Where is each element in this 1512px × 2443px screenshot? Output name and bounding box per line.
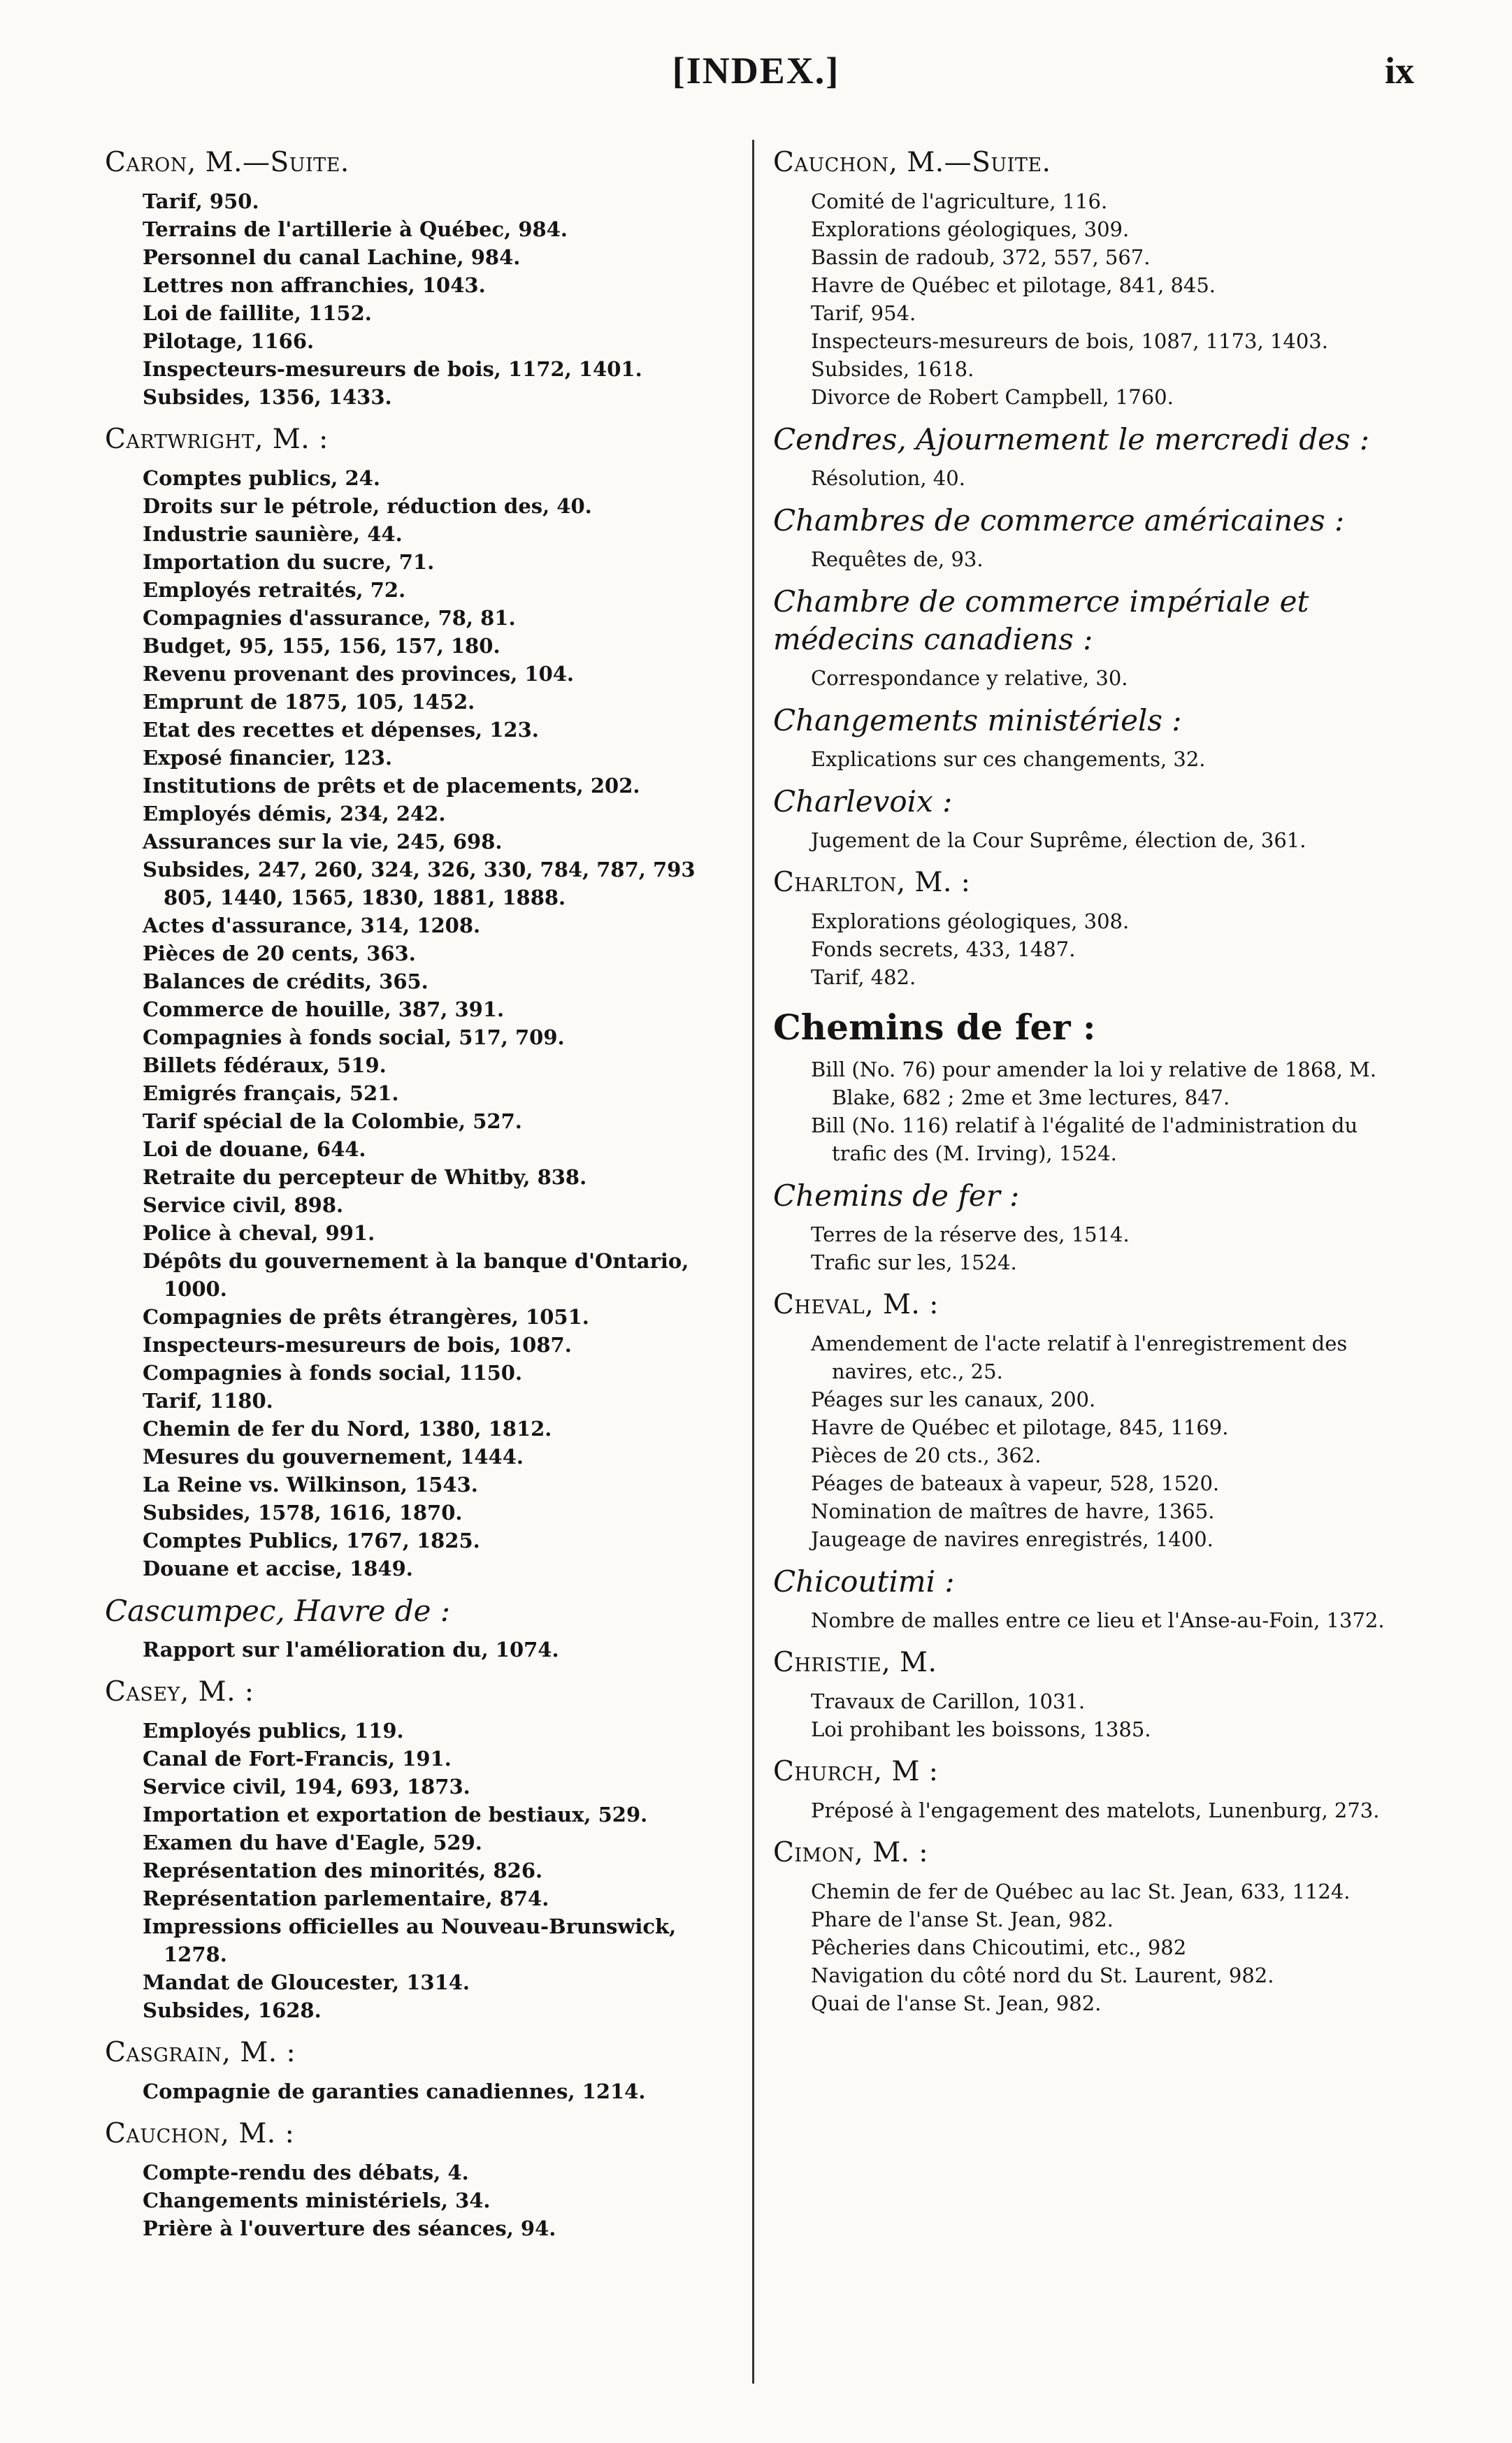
index-entry: Service civil, 194, 693, 1873. (143, 1775, 470, 1799)
index-entry: Importation et exportation de bestiaux, 529. (143, 1803, 648, 1826)
index-entry: Phare de l'anse St. Jean, 982. (811, 1908, 1114, 1931)
index-section (773, 1644, 1416, 1743)
index-entry: Compagnie de garanties canadiennes, 1214. (143, 2080, 646, 2103)
index-section (773, 1834, 1416, 2017)
index-heading: Christie, M. (773, 1647, 937, 1678)
index-heading: Cendres, Ajournement le mercredi des : (773, 422, 1370, 456)
index-entry: Institutions de prêts et de placements, 202. (143, 774, 640, 798)
index-entry: Jugement de la Cour Suprême, élection de, 361. (811, 828, 1306, 852)
index-entry: Loi de douane, 644. (143, 1137, 366, 1161)
index-entry: Représentation des minorités, 826. (143, 1859, 543, 1882)
index-entry: Balances de crédits, 365. (143, 970, 429, 993)
index-entry: Billets fédéraux, 519. (143, 1053, 387, 1077)
index-entry: Employés retraités, 72. (143, 578, 406, 602)
index-entry: Représentation parlementaire, 874. (143, 1887, 549, 1910)
left-column (105, 140, 734, 2252)
index-entry: Droits sur le pétrole, réduction des, 40. (143, 494, 592, 518)
index-heading: Charlevoix : (773, 784, 953, 819)
index-entry: Retraite du percepteur de Whitby, 838. (143, 1165, 587, 1189)
index-section (773, 1177, 1416, 1276)
index-entry: Subsides, 247, 260, 324, 326, 330, 784, 787, 793 805, 1440, 1565, 1830, 1881, 1888. (143, 858, 696, 909)
index-entry: Examen du have d'Eagle, 529. (143, 1831, 482, 1854)
index-entry: Importation du sucre, 71. (143, 550, 435, 574)
index-entry: Subsides, 1618. (811, 357, 974, 381)
page-title: [INDEX.] (672, 50, 840, 92)
index-entry: Inspecteurs-mesureurs de bois, 1087, 1173, 1403. (811, 329, 1328, 353)
index-entry: Bill (No. 76) pour amender la loi y relative de 1868, M. Blake, 682 ; 2me et 3me lectures, 847. (811, 1058, 1377, 1109)
index-entry: Terres de la réserve des, 1514. (811, 1223, 1130, 1246)
index-section (773, 1004, 1416, 1167)
index-entry: Assurances sur la vie, 245, 698. (143, 830, 503, 853)
index-entry: Revenu provenant des provinces, 104. (143, 662, 575, 686)
index-heading: Chicoutimi : (773, 1564, 955, 1599)
index-entry: Trafic sur les, 1524. (811, 1251, 1017, 1274)
index-entry: Compte-rendu des débats, 4. (143, 2161, 469, 2184)
entry-list (773, 545, 1416, 573)
index-entry: Préposé à l'engagement des matelots, Lunenburg, 273. (811, 1799, 1380, 1822)
entry-list (773, 1220, 1416, 1276)
index-entry: Compagnies à fonds social, 517, 709. (143, 1025, 565, 1049)
index-entry: Emprunt de 1875, 105, 1452. (143, 690, 475, 714)
entry-list (773, 464, 1416, 492)
index-entry: Rapport sur l'amélioration du, 1074. (143, 1638, 559, 1662)
entry-list (105, 187, 734, 411)
index-heading: Church, M : (773, 1756, 939, 1787)
page-number: ix (1384, 50, 1414, 92)
index-entry: Divorce de Robert Campbell, 1760. (811, 385, 1174, 409)
index-heading: Cartwright, M. : (105, 424, 329, 455)
index-entry: Subsides, 1628. (143, 1998, 322, 2022)
index-entry: Service civil, 898. (143, 1193, 344, 1217)
index-heading: Chambres de commerce américaines : (773, 503, 1345, 538)
index-section (105, 421, 734, 1583)
entry-list (773, 745, 1416, 773)
index-entry: Péages de bateaux à vapeur, 528, 1520. (811, 1471, 1220, 1495)
index-entry: Personnel du canal Lachine, 984. (143, 245, 521, 269)
index-entry: Tarif, 1180. (143, 1389, 273, 1413)
entry-list (773, 664, 1416, 692)
index-section (773, 583, 1416, 692)
index-entry: Prière à l'ouverture des séances, 94. (143, 2217, 556, 2240)
index-entry: Tarif, 950. (143, 189, 259, 213)
index-entry: Compagnies d'assurance, 78, 81. (143, 606, 516, 630)
running-head (0, 49, 1512, 105)
index-entry: Explorations géologiques, 308. (811, 909, 1130, 933)
entry-list (773, 1329, 1416, 1553)
index-entry: Commerce de houille, 387, 391. (143, 997, 505, 1021)
index-entry: La Reine vs. Wilkinson, 1543. (143, 1473, 478, 1497)
index-section (773, 144, 1416, 411)
index-section (773, 1753, 1416, 1824)
index-entry: Changements ministériels, 34. (143, 2189, 491, 2212)
entry-list (773, 907, 1416, 991)
index-entry: Résolution, 40. (811, 466, 965, 490)
entry-list (105, 2159, 734, 2242)
index-entry: Havre de Québec et pilotage, 845, 1169. (811, 1415, 1229, 1439)
index-section (105, 2115, 734, 2242)
index-entry: Mandat de Gloucester, 1314. (143, 1970, 470, 1994)
index-entry: Inspecteurs-mesureurs de bois, 1172, 1401. (143, 357, 642, 381)
index-section (105, 1592, 734, 1664)
index-heading: Cauchon, M. : (105, 2118, 295, 2149)
index-entry: Tarif spécial de la Colombie, 527. (143, 1109, 522, 1133)
index-entry: Requêtes de, 93. (811, 547, 984, 571)
index-entry: Loi prohibant les boissons, 1385. (811, 1717, 1151, 1741)
index-entry: Fonds secrets, 433, 1487. (811, 937, 1076, 961)
index-entry: Tarif, 954. (811, 301, 916, 325)
entry-list (773, 1606, 1416, 1634)
index-entry: Explications sur ces changements, 32. (811, 747, 1206, 771)
index-entry: Nomination de maîtres de havre, 1365. (811, 1499, 1215, 1523)
index-entry: Navigation du côté nord du St. Laurent, 982. (811, 1963, 1274, 1987)
index-section (773, 421, 1416, 492)
entry-list (773, 1878, 1416, 2017)
index-entry: Subsides, 1356, 1433. (143, 385, 392, 409)
index-entry: Pièces de 20 cents, 363. (143, 942, 416, 965)
index-heading: Caron, M.—Suite. (105, 147, 350, 178)
index-heading: Changements ministériels : (773, 703, 1182, 737)
index-entry: Travaux de Carillon, 1031. (811, 1689, 1086, 1713)
index-entry: Péages sur les canaux, 200. (811, 1388, 1096, 1411)
index-heading: Cheval, M. : (773, 1289, 939, 1320)
index-heading: Casey, M. : (105, 1676, 254, 1708)
index-entry: Chemin de fer du Nord, 1380, 1812. (143, 1417, 552, 1441)
index-entry: Exposé financier, 123. (143, 746, 393, 770)
index-entry: Inspecteurs-mesureurs de bois, 1087. (143, 1333, 572, 1357)
index-entry: Employés publics, 119. (143, 1719, 404, 1743)
index-section (105, 144, 734, 411)
column-divider (752, 140, 754, 2384)
index-heading: Casgrain, M. : (105, 2037, 296, 2068)
index-entry: Jaugeage de navires enregistrés, 1400. (811, 1527, 1214, 1551)
index-heading: Charlton, M. : (773, 867, 971, 898)
index-entry: Pilotage, 1166. (143, 329, 315, 353)
index-entry: Chemin de fer de Québec au lac St. Jean, 633, 1124. (811, 1880, 1351, 1903)
index-section (773, 783, 1416, 854)
index-entry: Quai de l'anse St. Jean, 982. (811, 1991, 1102, 2015)
index-heading: Cauchon, M.—Suite. (773, 147, 1051, 178)
index-entry: Nombre de malles entre ce lieu et l'Anse-au-Foin, 1372. (811, 1608, 1385, 1632)
entry-list (105, 1636, 734, 1664)
index-entry: Mesures du gouvernement, 1444. (143, 1445, 524, 1469)
index-entry: Explorations géologiques, 309. (811, 217, 1130, 241)
index-entry: Etat des recettes et dépenses, 123. (143, 718, 539, 742)
index-heading: Cimon, M. : (773, 1837, 929, 1868)
index-section (105, 1673, 734, 2024)
index-entry: Dépôts du gouvernement à la banque d'Ontario, 1000. (143, 1249, 689, 1301)
index-entry: Tarif, 482. (811, 965, 916, 989)
index-entry: Emigrés français, 521. (143, 1081, 399, 1105)
entry-list (773, 1055, 1416, 1167)
index-entry: Compagnies à fonds social, 1150. (143, 1361, 523, 1385)
index-section (773, 864, 1416, 991)
index-entry: Bassin de radoub, 372, 557, 567. (811, 245, 1151, 269)
index-entry: Comptes publics, 24. (143, 466, 380, 490)
index-entry: Industrie saunière, 44. (143, 522, 403, 546)
index-section (773, 1563, 1416, 1634)
entry-list (773, 826, 1416, 854)
entry-list (105, 464, 734, 1583)
index-entry: Douane et accise, 1849. (143, 1557, 413, 1580)
index-entry: Pêcheries dans Chicoutimi, etc., 982 (811, 1936, 1187, 1959)
index-entry: Compagnies de prêts étrangères, 1051. (143, 1305, 589, 1329)
index-entry: Police à cheval, 991. (143, 1221, 375, 1245)
index-entry: Havre de Québec et pilotage, 841, 845. (811, 273, 1216, 297)
entry-list (773, 1796, 1416, 1824)
index-heading: Cascumpec, Havre de : (105, 1594, 451, 1628)
index-heading: Chambre de commerce impériale et médecins canadiens : (773, 584, 1309, 656)
index-entry: Canal de Fort-Francis, 191. (143, 1747, 452, 1771)
entry-list (773, 187, 1416, 411)
index-entry: Subsides, 1578, 1616, 1870. (143, 1501, 463, 1525)
index-section (773, 702, 1416, 773)
index-entry: Bill (No. 116) relatif à l'égalité de l'administration du trafic des (M. Irving), 1524. (811, 1114, 1358, 1165)
index-entry: Lettres non affranchies, 1043. (143, 273, 486, 297)
entry-list (105, 2077, 734, 2105)
index-section (773, 1286, 1416, 1553)
entry-list (773, 1687, 1416, 1743)
index-entry: Actes d'assurance, 314, 1208. (143, 914, 481, 937)
index-entry: Correspondance y relative, 30. (811, 666, 1128, 690)
index-heading: Chemins de fer : (773, 1179, 1020, 1213)
index-entry: Employés démis, 234, 242. (143, 802, 446, 826)
index-entry: Comptes Publics, 1767, 1825. (143, 1529, 480, 1552)
index-section (105, 2034, 734, 2105)
right-column (773, 140, 1416, 2027)
index-entry: Loi de faillite, 1152. (143, 301, 372, 325)
index-entry: Comité de l'agriculture, 116. (811, 189, 1108, 213)
index-entry: Amendement de l'acte relatif à l'enregistrement des navires, etc., 25. (811, 1332, 1348, 1383)
index-entry: Pièces de 20 cts., 362. (811, 1443, 1042, 1467)
index-heading: Chemins de fer : (773, 1007, 1096, 1048)
entry-list (105, 1717, 734, 2024)
index-section (773, 502, 1416, 573)
index-entry: Terrains de l'artillerie à Québec, 984. (143, 217, 568, 241)
index-entry: Impressions officielles au Nouveau-Brunswick, 1278. (143, 1915, 677, 1966)
index-entry: Budget, 95, 155, 156, 157, 180. (143, 634, 501, 658)
